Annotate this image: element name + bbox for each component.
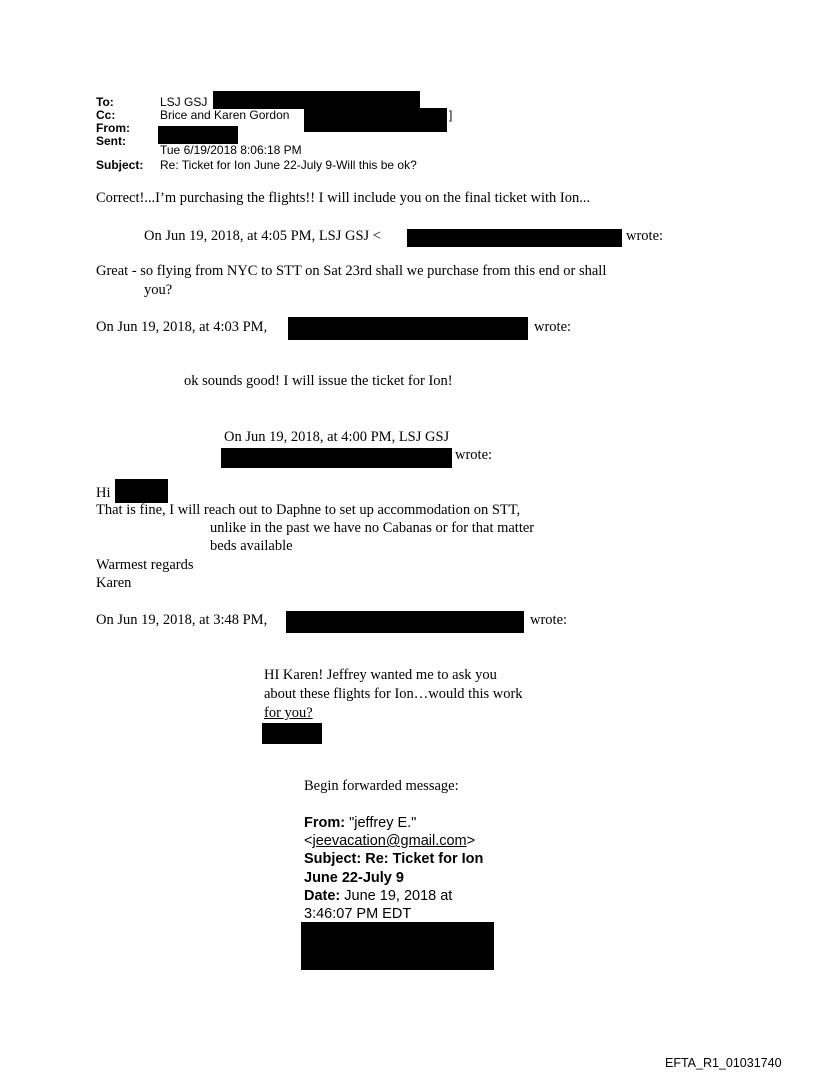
reply-text: unlike in the past we have no Cabanas or for that matter (210, 520, 535, 536)
cc-value: Brice and Karen Gordon (160, 108, 290, 122)
fwd-subject-value: Re: Ticket for Ion (365, 851, 484, 867)
cc-label: Cc: (96, 108, 116, 122)
redaction-block (304, 108, 447, 132)
fwd-from-label: From: (304, 815, 346, 831)
quote-attribution: On Jun 19, 2018, at 3:48 PM, (96, 612, 268, 628)
fwd-subject-value-cont: June 22-July 9 (304, 870, 404, 886)
quote-attribution-suffix: wrote: (530, 612, 568, 628)
redaction-block (301, 922, 494, 970)
redaction-block (407, 229, 622, 247)
reply-text: about these flights for Ion…would this work (264, 686, 523, 702)
redaction-block (262, 723, 322, 744)
quote-attribution: On Jun 19, 2018, at 4:05 PM, LSJ GSJ < (144, 228, 381, 244)
subject-value: Re: Ticket for Ion June 22-July 9-Will this be ok? (160, 158, 417, 172)
signoff: Warmest regards (96, 557, 194, 573)
fwd-email-close: > (466, 833, 476, 849)
reply-text: beds available (210, 538, 293, 554)
sent-value: Tue 6/19/2018 8:06:18 PM (160, 143, 302, 157)
fwd-date-value: June 19, 2018 at (344, 888, 453, 904)
reply-text: That is fine, I will reach out to Daphne to set up accommodation on STT, (96, 502, 521, 518)
redaction-block (221, 448, 452, 468)
reply-text: HI Karen! Jeffrey wanted me to ask you (264, 667, 497, 683)
reply-text: you? (144, 282, 173, 298)
greeting: Hi (96, 485, 111, 501)
redaction-block (286, 611, 524, 633)
reply-text: ok sounds good! I will issue the ticket for Ion! (184, 373, 453, 389)
from-label: From: (96, 121, 130, 135)
reply-text: for you? (264, 705, 313, 721)
quote-attribution-suffix: wrote: (534, 319, 572, 335)
fwd-from-email-line (304, 833, 475, 849)
quote-attribution: On Jun 19, 2018, at 4:03 PM, (96, 319, 268, 335)
cc-bracket: ] (449, 108, 453, 122)
quote-attribution-suffix: wrote: (626, 228, 664, 244)
fwd-date-value-cont: 3:46:07 PM EDT (304, 906, 412, 922)
sent-label: Sent: (96, 134, 126, 148)
fwd-subject-label: Subject: (304, 851, 362, 867)
redaction-block (288, 317, 528, 340)
to-value: LSJ GSJ (160, 95, 208, 109)
reply-text: Great - so flying from NYC to STT on Sat 23rd shall we purchase from this end or shall (96, 263, 607, 279)
to-label: To: (96, 95, 114, 109)
fwd-from-line (304, 815, 416, 831)
subject-label: Subject: (96, 158, 144, 172)
redaction-block (158, 126, 238, 144)
fwd-from-email-link[interactable]: jeevacation@gmail.com (312, 833, 467, 849)
quote-attribution-suffix: wrote: (455, 447, 493, 463)
fwd-email-open: < (304, 833, 313, 849)
redaction-block (115, 479, 168, 503)
document-id: EFTA_R1_01031740 (665, 1056, 782, 1070)
forwarded-intro: Begin forwarded message: (304, 778, 459, 794)
reply-text: Correct!...I’m purchasing the flights!! I will include you on the final ticket with Ion... (96, 190, 591, 206)
redaction-block (213, 91, 420, 109)
quote-attribution: On Jun 19, 2018, at 4:00 PM, LSJ GSJ (224, 429, 450, 445)
fwd-from-name: "jeffrey E." (349, 815, 417, 831)
fwd-date-line (304, 888, 452, 904)
signature: Karen (96, 575, 132, 591)
fwd-subject-line (304, 851, 483, 867)
fwd-date-label: Date: (304, 888, 341, 904)
